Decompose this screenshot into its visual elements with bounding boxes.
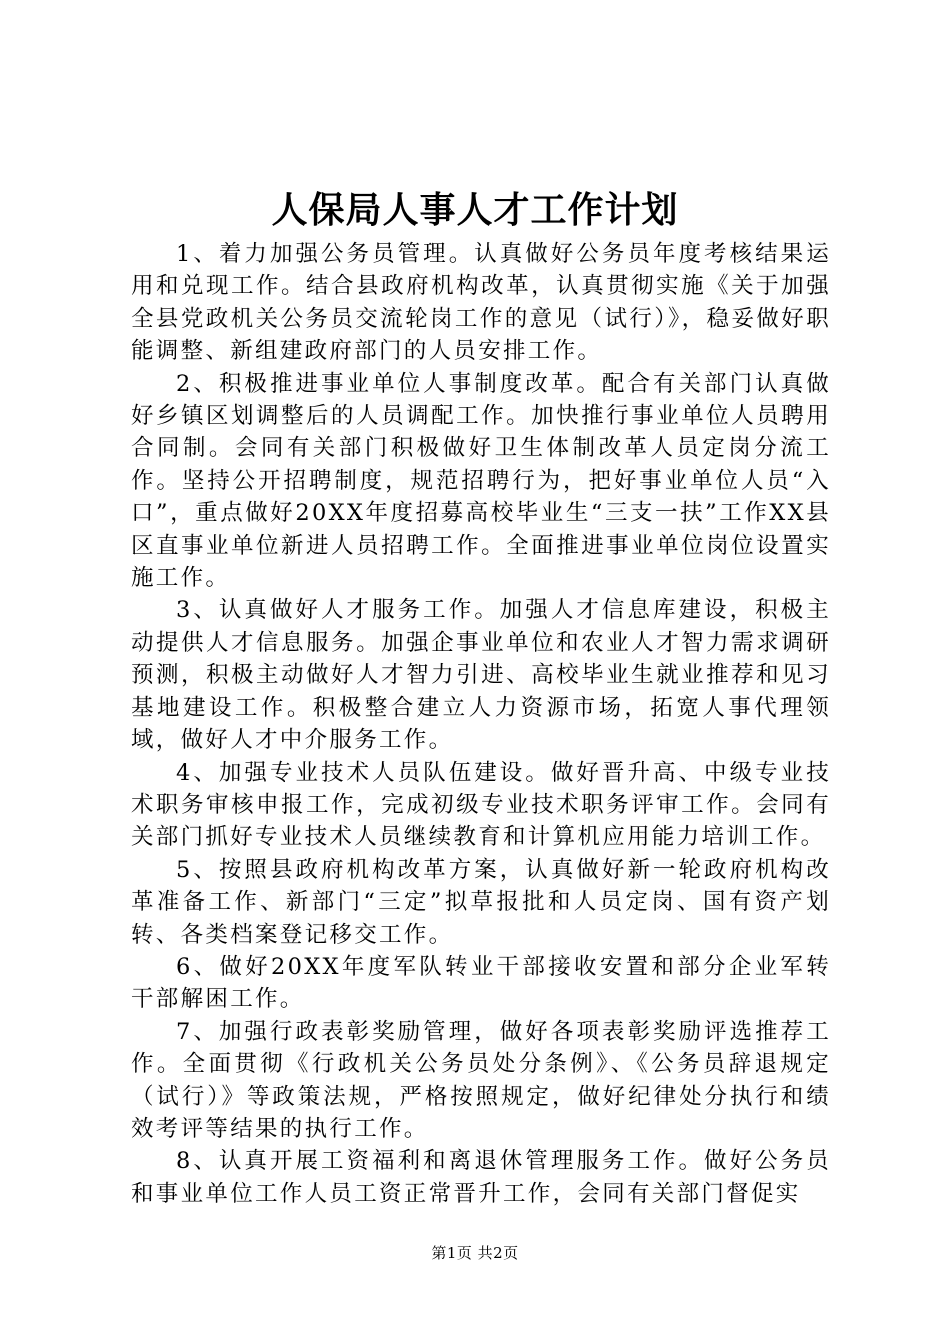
document-body [131,238,831,1210]
paragraph-1: 1、着力加强公务员管理。认真做好公务员年度考核结果运用和兑现工作。结合县政府机构改革，认真贯彻实施《关于加强全县党政机关公务员交流轮岗工作的意见（试行）》，稳妥做好职能调整、新组建政府部门的人员安排工作。 [131,241,831,365]
paragraph-7: 7、加强行政表彰奖励管理，做好各项表彰奖励评选推荐工作。全面贯彻《行政机关公务员处分条例》、《公务员辞退规定（试行）》等政策法规，严格按照规定，做好纪律处分执行和绩效考评等结果的执行工作。 [131,1018,831,1142]
document-title: 人保局人事人才工作计划 [271,189,679,231]
paragraph-2: 2、积极推进事业单位人事制度改革。配合有关部门认真做好乡镇区划调整后的人员调配工作。加快推行事业单位人员聘用合同制。会同有关部门积极做好卫生体制改革人员定岗分流工作。坚持公开招聘制度，规范招聘行为，把好事业单位人员“入口”，重点做好20XX年度招募高校毕业生“三支一扶”工作XX县区直事业单位新进人员招聘工作。全面推进事业单位岗位设置实施工作。 [131,370,831,592]
paragraph-5: 5、按照县政府机构改革方案，认真做好新一轮政府机构改革准备工作、新部门“三定”拟草报批和人员定岗、国有资产划转、各类档案登记移交工作。 [131,856,831,948]
paragraph-8: 8、认真开展工资福利和离退休管理服务工作。做好公务员和事业单位工作人员工资正常晋升工作，会同有关部门督促实 [131,1148,831,1207]
paragraph-4: 4、加强专业技术人员队伍建设。做好晋升高、中级专业技术职务审核申报工作，完成初级专业技术职务评审工作。会同有关部门抓好专业技术人员继续教育和计算机应用能力培训工作。 [131,759,831,851]
page-number-footer: 第1页 共2页 [431,1244,519,1262]
paragraph-6: 6、做好20XX年度军队转业干部接收安置和部分企业军转干部解困工作。 [131,953,831,1013]
paragraph-3: 3、认真做好人才服务工作。加强人才信息库建设，积极主动提供人才信息服务。加强企事业单位和农业人才智力需求调研预测，积极主动做好人才智力引进、高校毕业生就业推荐和见习基地建设工作。积极整合建立人力资源市场，拓宽人事代理领域，做好人才中介服务工作。 [131,597,831,754]
